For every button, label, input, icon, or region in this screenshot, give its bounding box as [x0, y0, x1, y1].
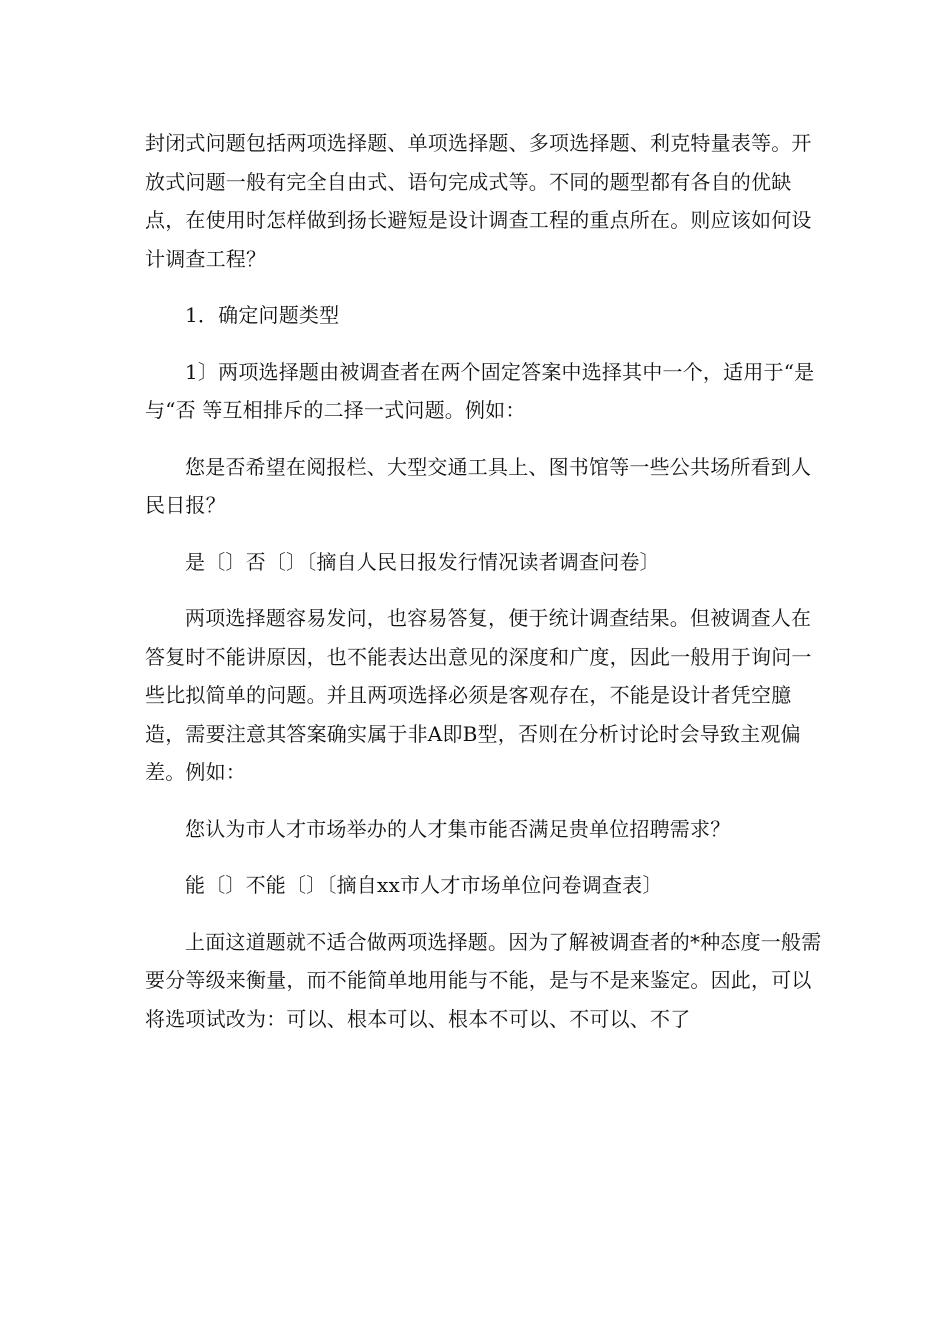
- example-question-talent-market: 您认为市人才市场举办的人才集市能否满足贵单位招聘需求？: [185, 816, 731, 841]
- example-question-people-daily: 您是否希望在阅报栏、大型交通工具上、图书馆等一些公共场所看到人民日报？: [145, 454, 812, 517]
- paragraph-two-choice-definition: 1〕两项选择题由被调查者在两个固定答案中选择其中一个，适用于“是 与“否 等互相排斥的二择一式问题。例如：: [145, 359, 815, 422]
- section-heading-determine-question-type: 1．确定问题类型: [185, 303, 340, 327]
- document-body: [145, 124, 825, 1038]
- example-options-talent-market: 能〔〕不能〔〕〔摘自xx市人才市场单位问卷调查表〕: [185, 873, 663, 897]
- paragraph-two-choice-unsuitable: 上面这道题就不适合做两项选择题。因为了解被调查者的*种态度一般需要分等级来衡量，而不能简单地用能与不能，是与不是来鉴定。因此，可以将选项试改为：可以、根本可以、根本不可以、不可以、不了: [145, 929, 822, 1031]
- example-options-people-daily: 是〔〕否〔〕〔摘自人民日报发行情况读者调查问卷〕: [185, 549, 660, 574]
- paragraph-two-choice-analysis: 两项选择题容易发问，也容易答复，便于统计调查结果。但被调查人在答复时不能讲原因，也不能表达出意见的深度和广度，因此一般用于询问一些比拟简单的问题。并且两项选择必须是客观存在，不能是设计者凭空臆造，需要注意其答案确实属于非A即B型，否则在分析讨论时会导致主观偏差。例如：: [145, 606, 812, 784]
- paragraph-question-types-intro: 封闭式问题包括两项选择题、单项选择题、多项选择题、利克特量表等。开放式问题一般有完全自由式、语句完成式等。不同的题型都有各自的优缺点，在使用时怎样做到扬长避短是设计调查工程的重点所在。则应该如何设计调查工程？: [145, 131, 812, 271]
